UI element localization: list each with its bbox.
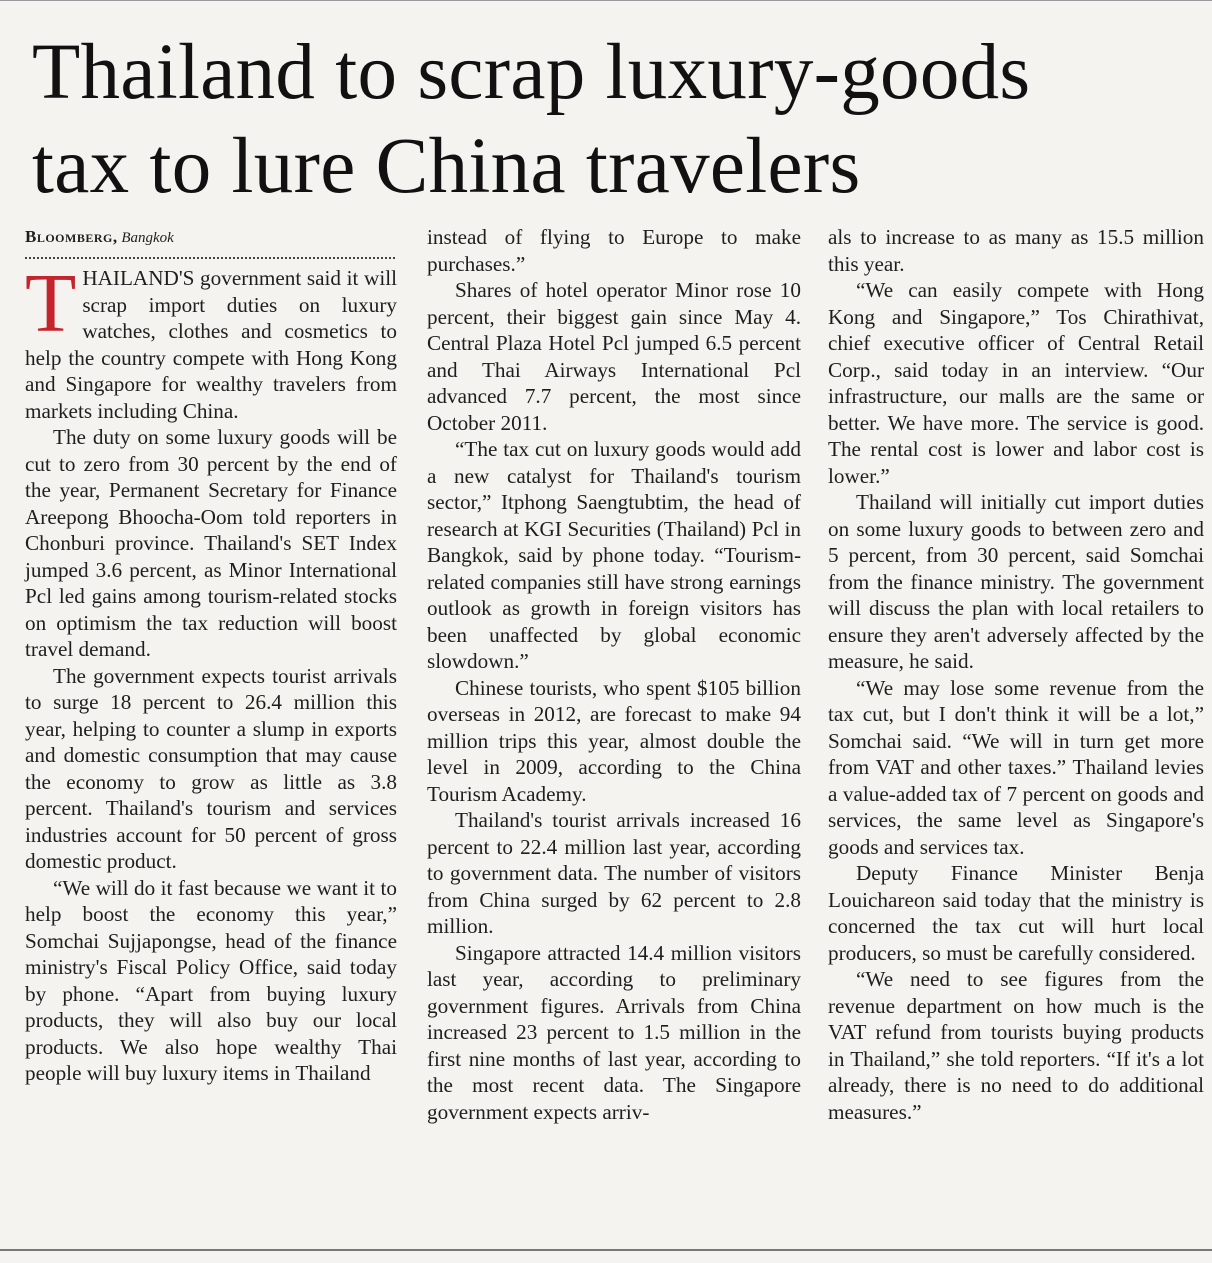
paragraph: Singapore attracted 14.4 million visitors last year, according to preliminary government figures. Arrivals from China increased 23 percent to 1.5 million in the first nine months of last year, according to the most recent data. The Singapore government expects arriv- [427,940,801,1124]
lead-caps: HAILAND'S [82,266,195,290]
paragraph: Thailand will initially cut import duties on some luxury goods to between zero and 5 percent, from 30 percent, said Somchai from the finance ministry. The government will discuss the plan with local retailers to ensure they aren't adversely affected by the measure, he said. [828,490,1204,673]
paragraph: Shares of hotel operator Minor rose 10 percent, their biggest gain since May 4. Central Plaza Hotel Pcl jumped 6.5 percent and Thai Airways International Pcl advanced 7.7 percent, the most since October 2011. [427,278,801,435]
dotted-divider [25,257,395,259]
drop-cap: T [25,257,77,350]
paragraph-continued: instead of flying to Europe to make purchases.” [427,225,801,276]
paragraph: “The tax cut on luxury goods would add a new catalyst for Thailand's tourism sector,” Itphong Saengtubtim, the head of research at KGI Securities (Thailand) Pcl in Bangkok, said by phone today. “Tourism-related companies still have strong earnings outlook as growth in foreign visitors has been unaffected by global economic slowdown.” [427,437,801,673]
paragraph: Deputy Finance Minister Benja Louichareon said today that the ministry is concerned the tax cut will hurt local producers, so must be carefully considered. [828,861,1204,965]
paragraph: The duty on some luxury goods will be cut to zero from 30 percent by the end of the year, Permanent Secretary for Finance Areepong Bhoocha-Oom told reporters in Chonburi province. Thailand's SET Index jumped 3.6 percent, as Minor International Pcl led gains among tourism-related stocks on optimism the tax reduction will boost travel demand. [25,425,397,661]
paragraph: Chinese tourists, who spent $105 billion overseas in 2012, are forecast to make 94 million trips this year, almost double the level in 2009, according to the China Tourism Academy. [427,675,801,806]
article-column-3 [828,224,1204,1125]
paragraph: “We may lose some revenue from the tax cut, but I don't think it will be a lot,” Somchai said. “We will in turn get more from VAT and other taxes.” Thailand levies a value-added tax of 7 percent on goods and services, the same level as Singapore's goods and services tax. [828,675,1204,859]
lead-text: government said it will scrap import duties on luxury watches, clothes and cosmetics to help the country compete with Hong Kong and Singapore for wealthy travelers from markets including China. [25,266,397,423]
paragraph: “We can easily compete with Hong Kong and Singapore,” Tos Chirathivat, chief executive officer of Central Retail Corp., said today in an interview. “Our infrastructure, our malls are the same or better. We have more. The service is good. The rental cost is lower and labor cost is lower.” [828,278,1204,488]
paragraph: “We will do it fast because we want it to help boost the economy this year,” Somchai Sujjapongse, head of the finance ministry's Fiscal Policy Office, said today by phone. “Apart from buying luxury products, they will also buy our local products. We also hope wealthy Thai people will buy luxury items in Thailand [25,875,397,1085]
lead-paragraph [25,257,397,424]
article-column-1 [25,224,397,1087]
paragraph: Thailand's tourist arrivals increased 16 percent to 22.4 million last year, according to government data. The number of visitors from China surged by 62 percent to 2.8 million. [427,808,801,938]
byline-location: Bangkok [121,230,174,246]
headline-line-1: Thailand to scrap luxury-goods [32,29,1031,116]
paragraph-continued: als to increase to as many as 15.5 million this year. [828,225,1204,276]
top-rule [0,0,1212,1]
headline-line-2: tax to lure China travelers [32,123,861,210]
bottom-rule [0,1249,1212,1251]
byline-source: Bloomberg, [25,227,118,246]
paragraph: The government expects tourist arrivals to surge 18 percent to 26.4 million this year, helping to counter a slump in exports and domestic consumption that may cause the economy to grow as little as 3.8 percent. Thailand's tourism and services industries account for 50 percent of gross domestic product. [25,663,397,873]
article-headline [32,26,1207,214]
byline [25,224,397,251]
paragraph: “We need to see figures from the revenue department on how much is the VAT refund from tourists buying products in Thailand,” she told reporters. “If it's a lot already, there is no need to do additional measures.” [828,967,1204,1124]
article-column-2 [427,224,801,1125]
